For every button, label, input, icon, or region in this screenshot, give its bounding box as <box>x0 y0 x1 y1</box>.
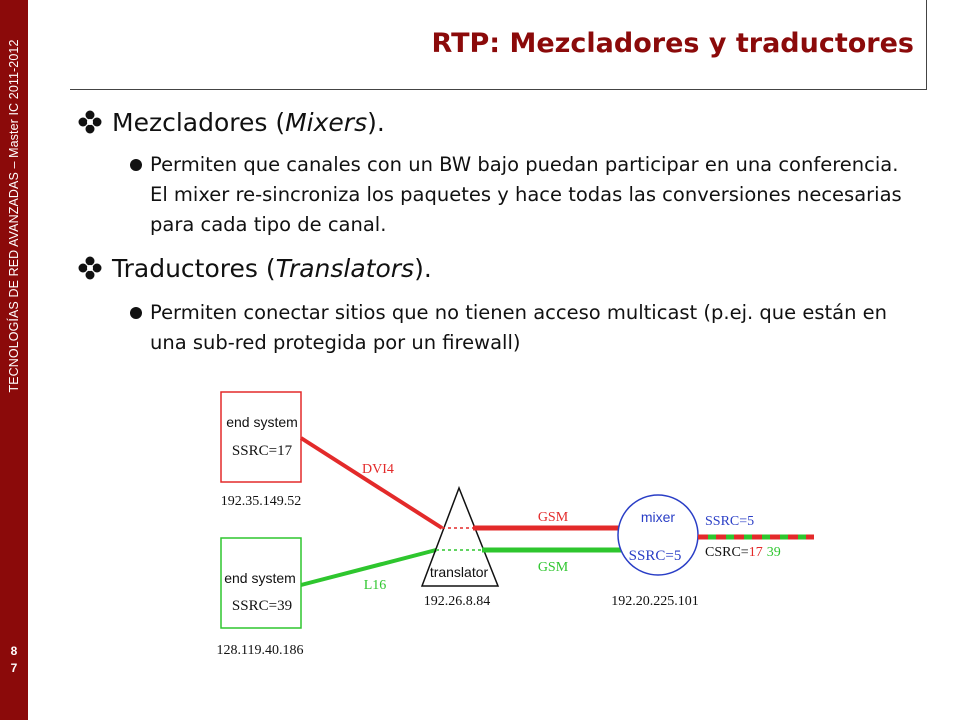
mixer-ip: 192.20.225.101 <box>611 594 699 609</box>
link-dvi4-label: DVI4 <box>362 462 394 477</box>
flower-bullet-icon <box>78 254 112 283</box>
output-csrc-17: 17 <box>748 545 763 560</box>
page-number-line1: 8 <box>10 644 18 658</box>
end-system-1-ssrc: SSRC=17 <box>231 443 293 459</box>
page-number <box>2 643 26 677</box>
page-number-line2: 7 <box>10 661 18 675</box>
output-csrc <box>705 545 781 560</box>
dot-bullet-icon <box>130 159 142 171</box>
end-system-2-ssrc: SSRC=39 <box>231 598 293 614</box>
mixer-name: mixer <box>640 509 676 525</box>
title-frame <box>70 0 927 90</box>
link-gsm-bottom-label: GSM <box>537 560 569 575</box>
flower-bullet-icon <box>78 108 112 137</box>
end-system-2-name: end system <box>224 570 296 586</box>
output-csrc-prefix: CSRC= <box>705 545 749 560</box>
link-gsm-top-label: GSM <box>537 510 569 525</box>
bullet-mixers <box>78 108 385 137</box>
end-system-1-ip: 192.35.149.52 <box>220 494 302 509</box>
rtp-mixer-translator-diagram <box>200 380 840 670</box>
translator-ip: 192.26.8.84 <box>423 594 491 609</box>
output-ssrc: SSRC=5 <box>705 514 755 529</box>
bullet-mixers-trail: ). <box>367 108 385 137</box>
sidebar <box>0 0 28 720</box>
bullet-translators-term: Translators <box>275 254 415 283</box>
sub-bullet-mixers <box>130 150 920 240</box>
course-label: TECNOLOGÍAS DE RED AVANZADAS – Master IC 2011-2012 <box>7 39 21 393</box>
slide-title: RTP: Mezcladores y traductores <box>431 28 914 59</box>
bullet-translators-lead: Traductores ( <box>112 254 276 283</box>
link-l16-label: L16 <box>363 578 387 593</box>
sub-bullet-mixers-text: Permiten que canales con un BW bajo puedan participar en una conferencia. El mixer re-sincroniza los paquetes y hace todas las conversiones necesarias para cada tipo de canal. <box>150 153 902 236</box>
mixer-ssrc: SSRC=5 <box>628 548 682 564</box>
bullet-translators-trail: ). <box>414 254 432 283</box>
end-system-1-name: end system <box>226 414 298 430</box>
sub-bullet-translators-text: Permiten conectar sitios que no tienen acceso multicast (p.ej. que están en una sub-red protegida por un firewall) <box>150 301 887 354</box>
end-system-1-box <box>221 392 301 482</box>
output-csrc-39: 39 <box>766 545 781 560</box>
bullet-mixers-term: Mixers <box>285 108 368 137</box>
translator-name: translator <box>429 564 489 580</box>
end-system-2-ip: 128.119.40.186 <box>216 643 304 658</box>
bullet-translators <box>78 254 432 283</box>
sub-bullet-translators <box>130 298 920 358</box>
bullet-mixers-lead: Mezcladores ( <box>112 108 286 137</box>
link-dvi4 <box>301 438 442 528</box>
dot-bullet-icon <box>130 307 142 319</box>
